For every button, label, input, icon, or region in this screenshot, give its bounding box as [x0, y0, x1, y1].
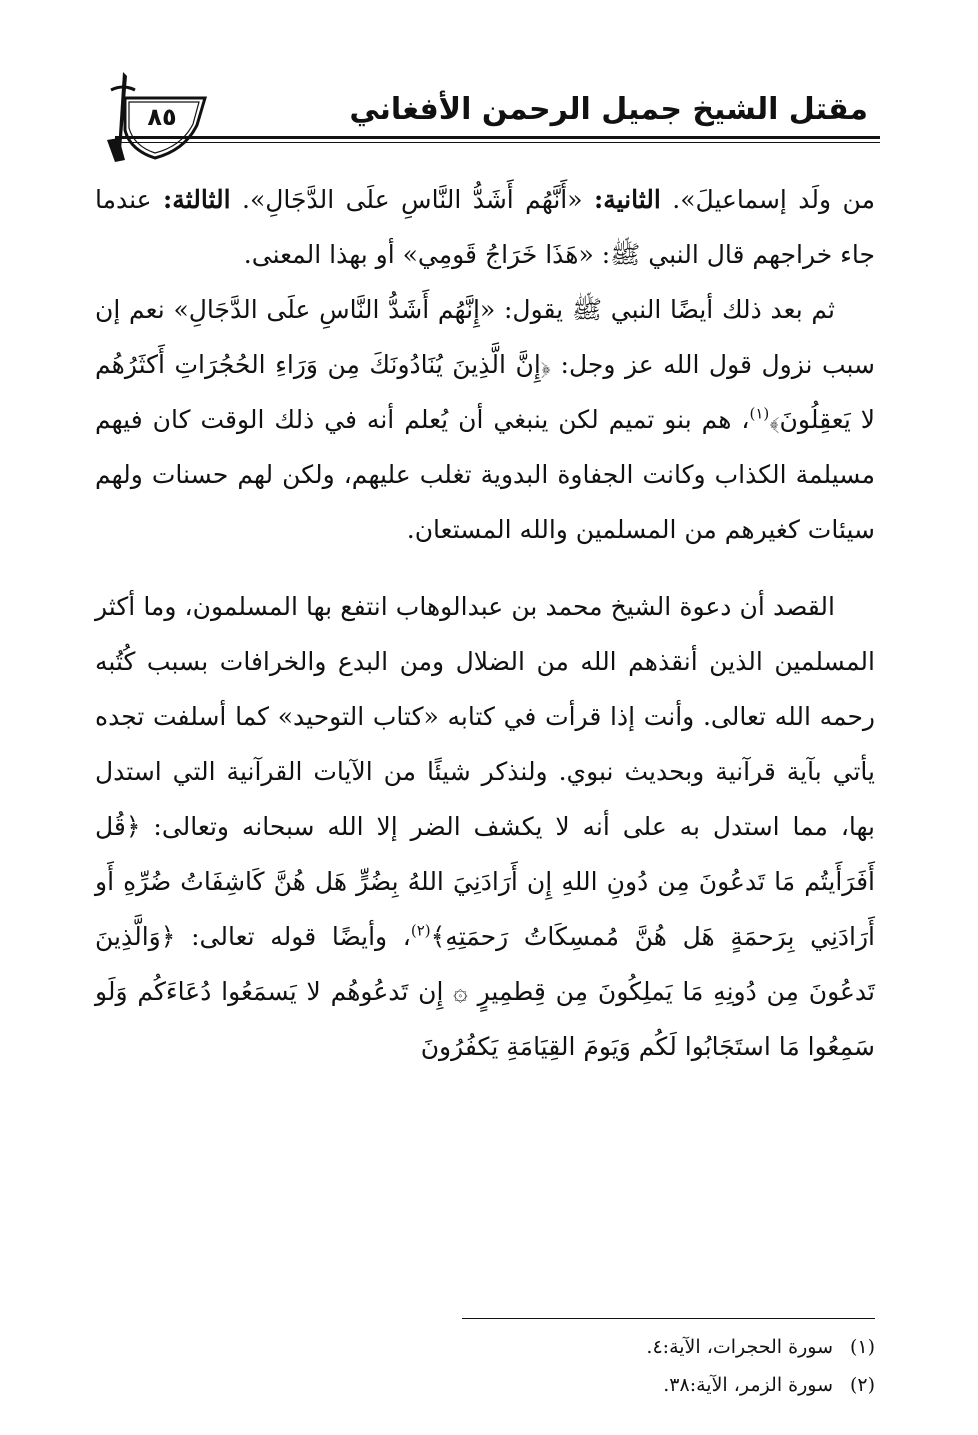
- footnote-text: سورة الحجرات، الآية:٤.: [646, 1336, 833, 1358]
- footnote-ref-2: (٢): [410, 921, 431, 940]
- footnote-text: سورة الزمر، الآية:٣٨.: [663, 1374, 833, 1396]
- p3-rest: ، وأيضًا قوله تعالى: ﴿وَالَّذِينَ تَدعُونَ مِن دُونِهِ مَا يَملِكُونَ مِن قِطمِيرٍ ۞ إِن تَدعُوهُم لا يَسمَعُوا دُعَاءَكُم وَلَو سَمِعُوا مَا استَجَابُوا لَكُم وَيَومَ القِيَامَةِ يَكفُرُونَ: [95, 922, 875, 1061]
- p1-second-label: الثانية:: [593, 185, 661, 214]
- footnote-mark: (١): [849, 1336, 875, 1358]
- p2-rest: ، هم بنو تميم لكن ينبغي أن يُعلم أنه في ذلك الوقت كان فيهم مسيلمة الكذاب وكانت الجفاوة البدوية تغلب عليهم، ولكن لهم حسنات ولهم سيئات كغيرهم من المسلمين والله المستعان.: [95, 405, 875, 544]
- p1-second-text: «أَنَّهُم أَشَدُّ النَّاسِ علَى الدَّجَالِ».: [230, 185, 594, 214]
- running-title: مقتل الشيخ جميل الرحمن الأفغاني: [349, 92, 868, 127]
- header-rule: [115, 136, 880, 139]
- page-number: ٨٥: [147, 103, 177, 131]
- page-header: [85, 70, 880, 165]
- footnote-mark: (٢): [849, 1374, 875, 1396]
- footnote-rule: [462, 1318, 875, 1319]
- paragraph-2: [95, 282, 875, 557]
- p1-third-label: الثالثة:: [163, 185, 231, 214]
- footnotes: [500, 1328, 875, 1404]
- footnote-1: [500, 1328, 875, 1366]
- paragraph-1: [95, 172, 875, 282]
- header-rule-thin: [115, 142, 880, 143]
- paragraph-3: [95, 579, 875, 1074]
- main-text: [95, 172, 875, 1074]
- p3-text: القصد أن دعوة الشيخ محمد بن عبدالوهاب انتفع بها المسلمون، وما أكثر المسلمين الذين أنقذهم الله من الضلال ومن البدع والخرافات بسبب كُتُبه رحمه الله تعالى. وأنت إذا قرأت في كتابه «كتاب التوحيد» كما أسلفت تجده يأتي بآية قرآنية وبحديث نبوي. ولنذكر شيئًا من الآيات القرآنية التي استدل بها، مما استدل به على أنه لا يكشف الضر إلا الله سبحانه وتعالى: ﴿قُل أَفَرَأَيتُم مَا تَدعُونَ مِن دُونِ اللهِ إِن أَرَادَنِيَ اللهُ بِضُرٍّ هَل هُنَّ كَاشِفَاتُ ضُرِّهِ أَو أَرَادَنِي بِرَحمَةٍ هَل هُنَّ مُمسِكَاتُ رَحمَتِهِ﴾: [95, 592, 875, 951]
- p1-third-text: عندما جاء خراجهم قال النبي ﷺ: «هَذَا خَرَاجُ قَومِي» أو بهذا المعنى.: [95, 185, 875, 269]
- p2-text: ثم بعد ذلك أيضًا النبي ﷺ يقول: «إِنَّهُم أَشَدُّ النَّاسِ علَى الدَّجَالِ» نعم إن سبب نزول قول الله عز وجل: ﴿إِنَّ الَّذِينَ يُنَادُونَكَ مِن وَرَاءِ الحُجُرَاتِ أَكثَرُهُم لا يَعقِلُونَ﴾: [95, 295, 875, 434]
- p1-lead: من ولَد إسماعيلَ».: [660, 185, 875, 214]
- footnote-ref-1: (١): [749, 404, 770, 423]
- footnote-2: [500, 1366, 875, 1404]
